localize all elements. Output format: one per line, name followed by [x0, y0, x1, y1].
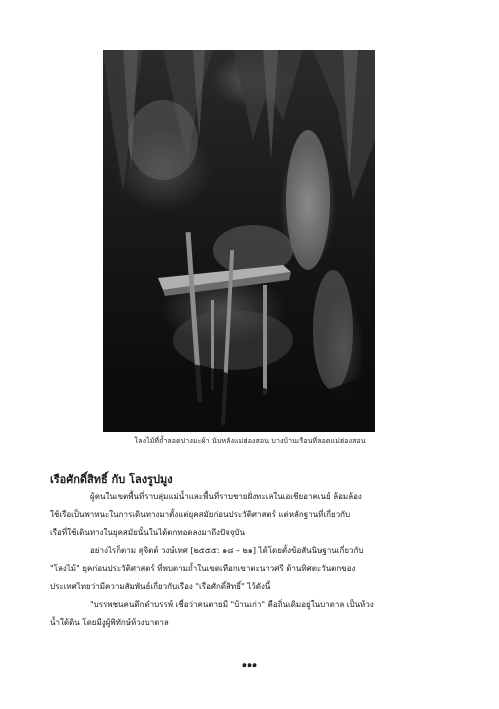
cave-scene-illustration [103, 50, 375, 432]
log-coffin [158, 265, 291, 296]
paragraph-line: ประเทศไทยว่ามีความสัมพันธ์เกี่ยวกับเรือง "เรือศักดิ์สิทธิ์" ไว้ดังนี้ [50, 582, 271, 591]
paragraph-1 [50, 488, 445, 542]
paragraph-3 [50, 596, 445, 632]
page-number: ๑๑๑ [241, 660, 258, 669]
paragraph-line: "โลงไม้" ยุคก่อนประวัติศาสตร์ ที่พบตามถ้ำในเขตเทือกเขาตะนาวศรี ด้านทิศตะวันตกของ [50, 564, 356, 573]
paragraph-line: เรือที่ใช้เดินทางในยุคสมัยนั้นในได้ตกทอดลงมาถึงปัจจุบัน [50, 528, 245, 537]
paragraph-line: "บรรพชนคนดึกดำบรรพ์ เชื่อว่าคนตายมี "บ้านเก่า" คือถิ่นเดิมอยู่ในบาดาล เป็นห้วง [90, 600, 374, 609]
paragraph-line: ใช้เรือเป็นพาหนะในการเดินทางมาตั้งแต่ยุคสมัยก่อนประวัติศาสตร์ แต่หลักฐานที่เกี่ยวกับ [50, 510, 351, 519]
cave-photograph [103, 50, 375, 432]
photo-caption: โลงไม้ที่ถ้ำลอดปางมะผ้า นับหลังแม่ฮ่องสอน บางบ้านเรือนที่ลอดแม่ฮ่องสอน [134, 437, 366, 445]
paragraph-line: อย่างไรก็ตาม สุจิตต์ วงษ์เทศ [๒๕๕๕: ๑๘ – ๒๑] ได้โดยตั้งข้อสันนิษฐานเกี่ยวกับ [90, 546, 364, 555]
section-heading: เรือศักดิ์สิทธิ์ กับ โลงรูปมูง [50, 473, 173, 486]
paragraph-2 [50, 542, 445, 596]
paragraph-line: ผู้คนในเขตพื้นที่ราบลุ่มแม่น้ำและพื้นที่ราบชายฝั่งทะเลในเอเชียอาคเนย์ ล้อมล้อง [90, 492, 362, 501]
paragraph-line: น้ำใต้ดิน โดยมีงูผู้พิทักษ์ห้วงบาดาล [50, 618, 169, 627]
